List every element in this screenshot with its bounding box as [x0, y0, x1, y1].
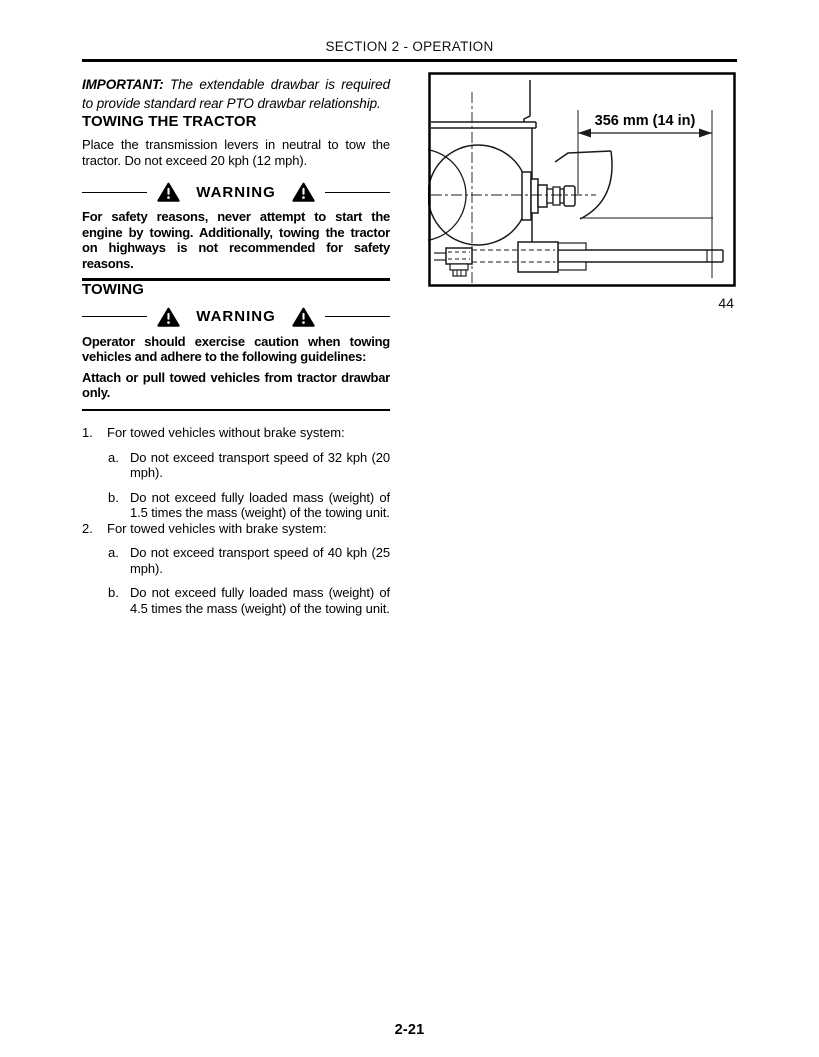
- list-subitem: [108, 585, 390, 616]
- warning-text: Attach or pull towed vehicles from tractor drawbar only.: [82, 369, 390, 401]
- subitem-text: Do not exceed transport speed of 32 kph (20 mph).: [130, 449, 390, 481]
- warning-triangle-icon: [157, 307, 180, 327]
- subitem-letter: a.: [108, 545, 119, 561]
- section-title: SECTION 2 - OPERATION: [325, 39, 494, 54]
- warning-bottom-rule: [82, 409, 390, 412]
- list-item-text: For towed vehicles without brake system:: [107, 425, 345, 441]
- list-item-number: 2.: [82, 520, 93, 536]
- dimension-label: 356 mm (14 in): [594, 113, 696, 129]
- warning-title: WARNING: [196, 183, 276, 201]
- page-number: 2-21: [394, 1022, 425, 1038]
- text-column: [82, 75, 390, 616]
- warning-rule-left: [82, 192, 147, 193]
- warning-triangle-icon: [292, 182, 315, 202]
- important-text: The extendable drawbar is required to provide standard rear PTO drawbar relationship.: [82, 77, 390, 111]
- warning-header: [82, 306, 390, 328]
- page-header: [0, 38, 819, 56]
- warning-text: For safety reasons, never attempt to start the engine by towing. Additionally, towing the tractor on highways is not recommended for safety reasons.: [82, 209, 390, 271]
- warning-box-2: [82, 306, 390, 412]
- subitem-letter: b.: [108, 489, 119, 505]
- heading-towing-the-tractor: TOWING THE TRACTOR: [82, 113, 257, 130]
- figure-number: 44: [718, 295, 734, 311]
- subitem-letter: a.: [108, 449, 119, 465]
- list-item-number: 1.: [82, 425, 93, 441]
- warning-header: [82, 181, 390, 203]
- warning-title: WARNING: [196, 308, 276, 326]
- list-subitem: [108, 450, 390, 481]
- list-item: [82, 521, 390, 537]
- towing-tractor-paragraph: Place the transmission levers in neutral to tow the tractor. Do not exceed 20 kph (12 mph).: [82, 137, 390, 168]
- list-subitem: [108, 545, 390, 576]
- subitem-letter: b.: [108, 585, 119, 601]
- important-label: IMPORTANT:: [82, 77, 164, 92]
- figure-44: [428, 72, 736, 311]
- list-item-text: For towed vehicles with brake system:: [107, 520, 327, 536]
- page-footer: [0, 1021, 819, 1039]
- subitem-text: Do not exceed transport speed of 40 kph (25 mph).: [130, 545, 390, 576]
- warning-triangle-icon: [292, 307, 315, 327]
- heading-towing: TOWING: [82, 280, 144, 298]
- list-item: [82, 425, 390, 441]
- warning-triangle-icon: [157, 182, 180, 202]
- warning-text: Operator should exercise caution when towing vehicles and adhere to the following guidelines:: [82, 333, 390, 365]
- list-subitem: [108, 490, 390, 521]
- important-note: [82, 75, 390, 113]
- subitem-text: Do not exceed fully loaded mass (weight) of 4.5 times the mass (weight) of the towing unit.: [130, 585, 390, 616]
- header-rule: [82, 59, 737, 62]
- towing-guidelines-list: [82, 425, 390, 616]
- warning-rule-right: [325, 316, 390, 317]
- subitem-text: Do not exceed fully loaded mass (weight) of 1.5 times the mass (weight) of the towing unit.: [130, 489, 390, 521]
- warning-rule-right: [325, 192, 390, 193]
- warning-box-1: [82, 181, 390, 281]
- warning-rule-left: [82, 316, 147, 317]
- tractor-rear-drawbar-diagram: [428, 72, 736, 287]
